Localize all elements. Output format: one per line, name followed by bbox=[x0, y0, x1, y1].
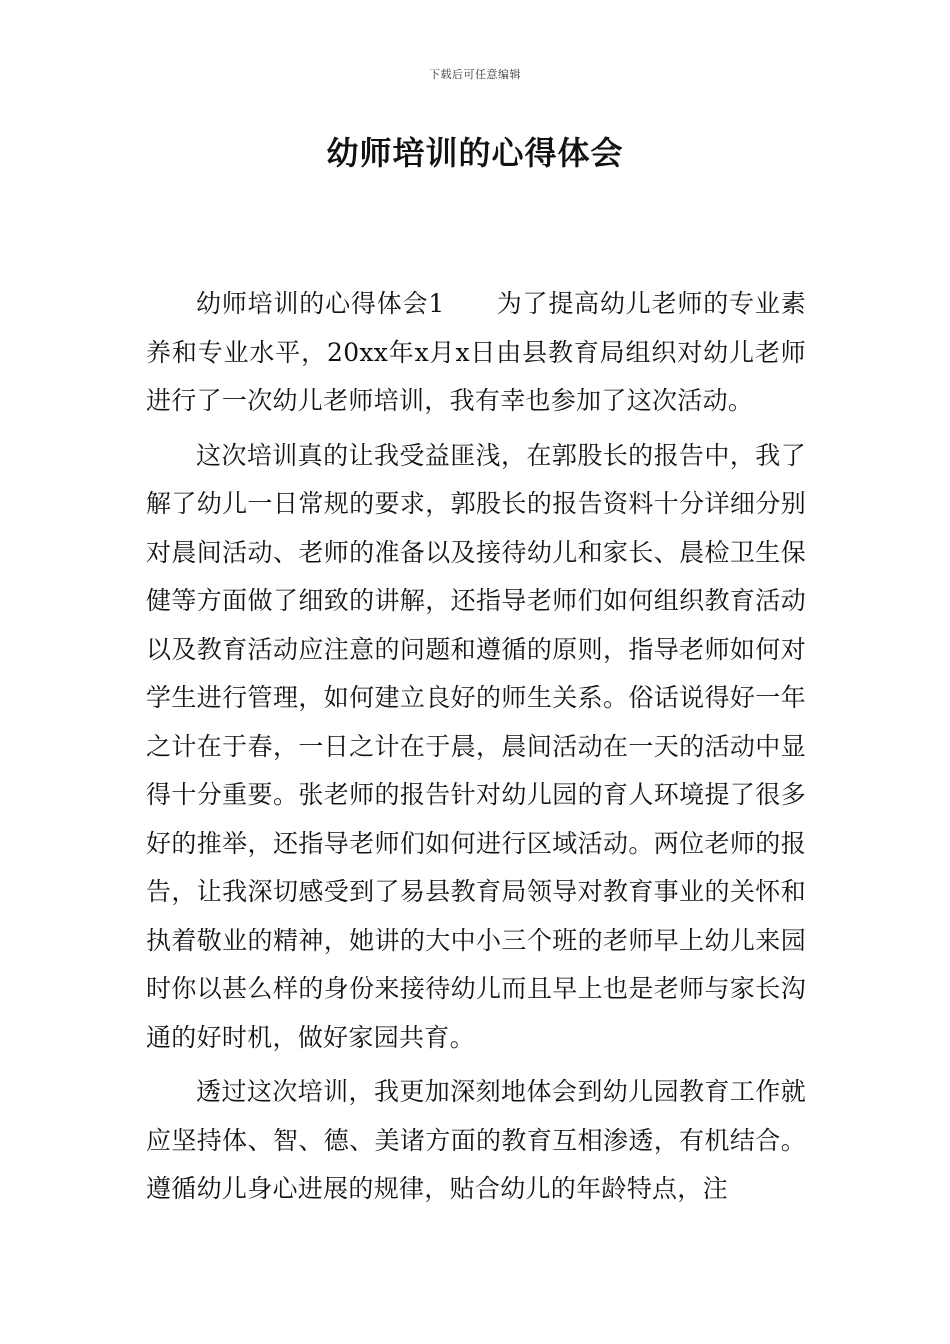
document-body bbox=[146, 280, 806, 1220]
paragraph-1: 幼师培训的心得体会1 为了提高幼儿老师的专业素养和专业水平，20xx年x月x日由县教育局组织对幼儿老师进行了一次幼儿老师培训，我有幸也参加了这次活动。 bbox=[146, 289, 806, 415]
paragraph-3: 透过这次培训，我更加深刻地体会到幼儿园教育工作就应坚持体、智、德、美诸方面的教育互相渗透，有机结合。遵循幼儿身心进展的规律，贴合幼儿的年龄特点，注 bbox=[146, 1077, 806, 1203]
header-note: 下载后可任意编辑 bbox=[429, 68, 521, 81]
paragraph-2: 这次培训真的让我受益匪浅，在郭股长的报告中，我了解了幼儿一日常规的要求，郭股长的报告资料十分详细分别对晨间活动、老师的准备以及接待幼儿和家长、晨检卫生保健等方面做了细致的讲解，还指导老师们如何组织教育活动以及教育活动应注意的问题和遵循的原则，指导老师如何对学生进行管理，如何建立良好的师生关系。俗话说得好一年之计在于春，一日之计在于晨，晨间活动在一天的活动中显得十分重要。张老师的报告针对幼儿园的育人环境提了很多好的推举，还指导老师们如何进行区域活动。两位老师的报告，让我深切感受到了易县教育局领导对教育事业的关怀和执着敬业的精神，她讲的大中小三个班的老师早上幼儿来园时你以甚么样的身份来接待幼儿而且早上也是老师与家长沟通的好时机，做好家园共育。 bbox=[146, 440, 806, 1052]
document-title: 幼师培训的心得体会 bbox=[326, 134, 624, 172]
